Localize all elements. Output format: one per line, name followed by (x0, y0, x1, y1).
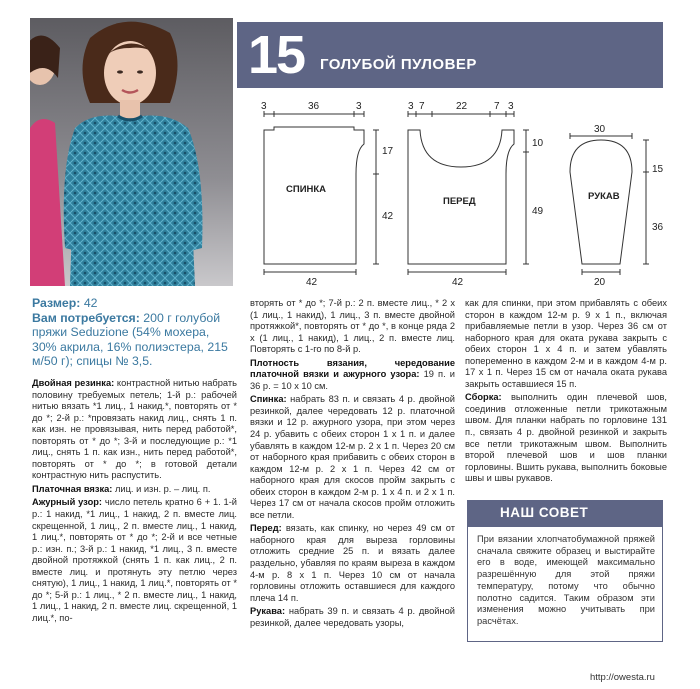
paragraph: Двойная резинка: контрастной нитью набрать половину требуемых петель; 1-й р.: рабочей нитью вязать *1 лиц., 1 накид.*, повторять от * до *; 2-й р.: *провязать накид лиц., снять 1 п. как изн. не провязывая, нить перед работой*, повторять от * до *; 3-й и последующие р.: *1 лиц., снять 1 п. как изн., нить перед работой*, повторять от * до *; в готовой детали контрастную нить распустить. (32, 378, 237, 481)
back-dim-top-left: 3 (261, 101, 267, 112)
front-dim-5: 3 (508, 101, 514, 112)
size-value: 42 (83, 296, 98, 310)
front-dim-1: 3 (408, 101, 414, 112)
instructions-column-1 (32, 378, 237, 626)
back-dim-length: 42 (382, 211, 394, 222)
paragraph: Плотность вязания, чередование платочной вязки и ажурного узора: 19 п. и 36 р. = 10 х 10 см. (250, 357, 455, 391)
front-dim-2: 7 (419, 101, 425, 112)
advice-text: При вязании хлопчатобумажной пряжей сначала свяжите образец и выстирайте его в воде, имеющей максимально разрешённую для этой пряжи температуру, потому что обычно полотно садится. Таким образом эти изменения можно учитывать при расчётах. (477, 534, 655, 626)
sleeve-dim-length: 36 (652, 222, 664, 233)
front-dim-neck: 10 (532, 138, 544, 149)
front-dim-length: 49 (532, 206, 544, 217)
back-label: СПИНКА (286, 184, 327, 195)
paragraph: Перед: вязать, как спинку, но через 49 см от наборного края для выреза горловины отложить средние 25 п. и вязать далее раздельно, убавляя по краям выреза в каждом 4-м р. 8 х 1 п. Через 10 см от начала горловины отложить оставшиеся для каждого плеча 14 п. (250, 523, 455, 603)
front-label: ПЕРЕД (443, 196, 476, 207)
back-dim-width: 42 (306, 277, 318, 288)
model-photo (30, 18, 233, 286)
sleeve-outline (570, 140, 632, 264)
needs-line (32, 311, 237, 369)
sleeve-dim-top: 30 (594, 124, 606, 135)
front-dim-4: 7 (494, 101, 500, 112)
paragraph: Сборка: выполнить один плечевой шов, соединив отложенные петли трикотажным швом. Для планки набрать по горловине 131 п., связать 4 р. двойной резинкой и закрыть все петли трикотажным швом. Выполнить второй плечевой шов и шов планки горловины. Вшить рукава, выполнить боковые швы и швы рукавов. (465, 392, 667, 484)
paragraph: Платочная вязка: лиц. и изн. р. – лиц. п. (32, 483, 211, 494)
back-dim-top-right: 3 (356, 101, 362, 112)
instructions-column-3 (465, 298, 667, 487)
materials-info (32, 296, 237, 369)
front-dim-width: 42 (452, 277, 464, 288)
back-outline (264, 127, 364, 264)
paragraph: Ажурный узор: число петель кратно 6 + 1. 1-й р.: 1 накид, *1 лиц., 1 накид, 2 п. вместе лиц. скрещенной, 1 лиц., 2 п. вместе лиц., 1 накид, 1 лиц.*, повторять от * до *; 2-й и все четные р.: изн. п.; 3-й р.: 1 накид, *1 лиц., 3 п. вместе двойной протяжкой (снять 1 п. как лиц., 2 п. вместе лиц. и протянуть эту петлю через снятую), 1 лиц., 1 накид, 1 лиц.*, повторять от * до *; 5-й р.: 1 лиц., * 2 п. вместе лиц., 1 накид, 1 лиц., 1 накид, 2 п. вместе лиц. скрещенной, 1 лиц.*, по- (32, 497, 237, 623)
size-label: Размер: (32, 296, 81, 310)
instructions-column-2 (250, 298, 455, 631)
paragraph: как для спинки, при этом прибавлять с обеих сторон в каждом 12-м р. 9 х 1 п., включая прибавляемые петли в узор. Через 36 см от наборного края для оката рукава закрыть с обеих сторон 1 х 4 п. и затем убавлять попеременно в каждом 2-м и в каждом 4-м р. 17 х 1 п. Через 15 см от начала оката рукава закрыть оставшиеся 15 п. (465, 298, 667, 389)
watermark-url: http://owesta.ru (590, 672, 655, 683)
pattern-number: 15 (248, 25, 305, 85)
schematics (236, 92, 666, 292)
sleeve-dim-bottom: 20 (594, 277, 606, 288)
needs-label: Вам потребуется: (32, 310, 140, 325)
back-dim-top-mid: 36 (308, 101, 320, 112)
paragraph: Рукава: набрать 39 п. и связать 4 р. двойной резинкой, далее чередовать узоры, (250, 606, 455, 628)
sleeve-label: РУКАВ (588, 191, 620, 202)
sweater-model-illustration (30, 18, 233, 286)
front-dim-3: 22 (456, 101, 468, 112)
sleeve-dim-cap: 15 (652, 164, 664, 175)
paragraph: Спинка: набрать 83 п. и связать 4 р. двойной резинкой, далее чередовать 12 р. платочной вязки и 12 р. ажурного узора, при этом через 24 р. убавить с обеих сторон 1 х 1 п. и далее убавлять в каждом 12-м р. 2 х 1 п. Через 20 см от наборного края прибавить с обеих сторон в каждом 12-м р. 2 х 1 п. Через 42 см от наборного края для скосов пройм закрыть с обеих сторон в каждом 2-м р. 1 х 4 п. и 2 х 1 п. Через 17 см от начала скосов пройм отложить все петли. (250, 394, 455, 520)
pattern-title: ГОЛУБОЙ ПУЛОВЕР (320, 56, 477, 73)
back-dim-armhole: 17 (382, 146, 394, 157)
size-line (32, 296, 237, 311)
paragraph: вторять от * до *; 7-й р.: 2 п. вместе лиц., * 2 х (1 лиц., 1 накид), 1 лиц., 3 п. вместе двойной протяжкой*, повторять от * до *, в конце ряда 2 х (1 лиц., 1 накид), 1 лиц., 2 п. вместе лиц. Повторять с 1-го по 8-й р. (250, 298, 455, 355)
advice-title: НАШ СОВЕТ (500, 505, 589, 520)
needs-text: 200 г голубой пряжи Seduzione (54% мохера, 30% акрила, 16% полиэстера, 215 м/50 г); спицы № 3,5. (32, 310, 228, 369)
